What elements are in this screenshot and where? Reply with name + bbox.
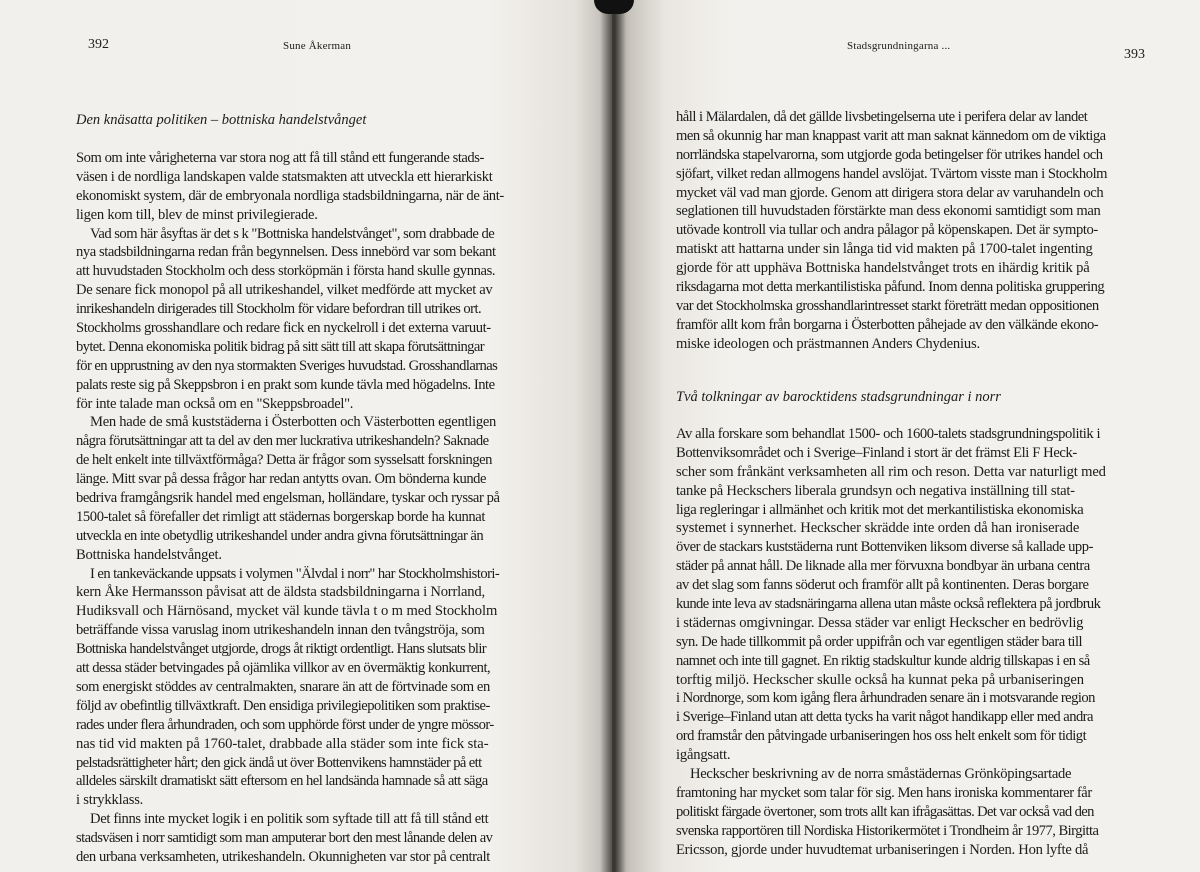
text-line: bedriva framgångsrik handel med engelsman, holländare, tyskar och ryssar på [76, 490, 500, 507]
text-line: pelstadsrättigheter hårt; den gick ändå ut över Bottenvikens hamnstäder på ett [76, 754, 482, 771]
text-line: att dessa städer betvingades på ojämlika villkor av en övermäktig konkurrent, [76, 660, 491, 677]
text-line: utveckla en inte obetydlig utrikeshandel under andra givna förutsättningar än [76, 527, 484, 544]
text-line: några förutsättningar att ta del av den mer luckrativa utrikeshandeln? Saknade [76, 433, 489, 450]
text-line: igångsatt. [676, 747, 731, 764]
text-line: stadsväsen i norr samtidigt som man amputerar bort den mest lånande delen av [76, 830, 493, 847]
text-line: utövade kontroll via tullar och andra pålagor på köpenskapen. Det är sympto- [676, 222, 1098, 239]
text-line: framtoning har mycket som talar för sig. Men hans ironiska kommentarer får [676, 784, 1092, 801]
text-line: systemet i synnerhet. Heckscher skrädde inte orden då han ironiserade [676, 520, 1080, 537]
text-line: att huvudstaden Stockholm och dess storköpmän i första hand skulle gynnas. [76, 263, 496, 280]
text-line: för en upprustning av den nya stormakten Sveriges huvudstad. Grosshandlarnas [76, 357, 498, 374]
text-line: som energiskt stöddes av centralmakten, snarare än att de förtvinade som en [76, 678, 490, 695]
text-line: Stockholms grosshandlare och redare fick en nyckelroll i det externa varuut- [76, 320, 491, 337]
right-page [612, 0, 1200, 872]
text-line: beträffande vissa varuslag inom utrikeshandeln innan den tvångströja, som [76, 622, 485, 639]
text-line: scher som frånkänt verksamheten all rim och reson. Detta var naturligt med [676, 463, 1106, 480]
text-line: Det finns inte mycket logik i en politik som syftade till att få till stånd ett [90, 811, 489, 828]
page-number: 392 [88, 37, 109, 52]
text-line: nya stadsbildningarna redan från begynnelsen. Dess innebörd var som bekant [76, 244, 496, 261]
text-line: Som om inte vårigheterna var stora nog att få till stånd ett fungerande stads- [76, 150, 484, 166]
text-line: väsen i de nordliga landskapen valde statsmakten att utveckla ett hierarkiskt [76, 168, 493, 185]
text-line: kern Åke Hermansson påvisat att de äldsta stadsbildningarna i Norrland, [76, 584, 485, 601]
text-line: torftig miljö. Heckscher skulle också ha kunnat peka på urbaniseringen [676, 671, 1084, 688]
text-line: städer på annat håll. De liknade alla mer förvuxna bondbyar än urbana centra [676, 558, 1090, 575]
text-line: seglationen till huvudstaden förstärkte man dess ekonomi samtidigt som man [676, 203, 1101, 220]
text-line: Heckscher beskrivning av de norra småstädernas Grönköpingsartade [690, 766, 1072, 783]
running-head: Sune Åkerman [283, 40, 352, 52]
text-line: var det Stockholmska grosshandlarintresset starkt företrätt medan oppositionen [676, 297, 1099, 314]
text-line: Ericsson, gjorde under huvudtemat urbaniseringen i Norden. Hon lyfte då [676, 841, 1089, 858]
body-text [76, 149, 542, 867]
text-line: gjorde för att upphäva Bottniska handelstvånget trots en ihärdig kritik på [676, 260, 1090, 277]
text-line: i Nordnorge, som kom igång flera århundraden senare än i motsvarande region [676, 690, 1095, 707]
text-line: rades under flera århundraden, och som upphörde först under de yngre mössor- [76, 716, 494, 733]
section-title: Den knäsatta politiken – bottniska handelstvånget [76, 112, 367, 128]
text-line: den urbana verksamheten, utrikeshandeln. Okunnigheten var stor på centralt [76, 848, 490, 865]
text-line: över de stackars kuststäderna runt Bottenviken liksom diverse så kallade upp- [676, 539, 1093, 556]
section-title: Två tolkningar av barocktidens stadsgrundningar i norr [676, 389, 1001, 405]
text-line: Bottniska handelstvånget. [76, 546, 222, 563]
text-line: svenska rapportören till Nordiska Historikermötet i Trondheim år 1977, Birgitta [676, 822, 1099, 839]
text-line: ord framstår den påtvingade urbaniseringen hos oss helt enkelt som för tidigt [676, 728, 1087, 745]
text-line: Bottniska handelstvånget utgjorde, drogs åt riktigt ordentligt. Hans slutsats blir [76, 641, 487, 658]
text-line: för inte talade man också om en "Skeppsbroadel". [76, 395, 354, 412]
text-line: men så okunnig har man knappast varit att man saknat kännedom om de viktiga [676, 127, 1106, 144]
text-line: ekonomiskt system, där de embryonala nordliga stadsbildningarna, när de änt- [76, 187, 504, 204]
text-line: kunde inte leva av stadsnäringarna allena utan måste också reflektera på jordbruk [676, 596, 1101, 613]
text-line: matiskt att hattarna under sin långa tid vid makten på 1700-talet ingenting [676, 241, 1093, 258]
text-line: de helt enkelt inte tillväxtförmåga? Detta är frågor som sysselsatt forskningen [76, 452, 492, 469]
text-line: länge. Mitt svar på dessa frågor har redan antytts ovan. Om bönderna kunde [76, 471, 487, 488]
text-line: liga regleringar i allmänhet och kritik mot det merkantilistiska ekonomiska [676, 501, 1084, 518]
text-line: tanke på Heckschers liberala grundsyn och negativa inställning till stat- [676, 482, 1075, 499]
text-line: Men hade de små kuststäderna i Österbotten och Västerbotten egentligen [90, 414, 497, 431]
text-line: De senare fick monopol på all utrikeshandel, vilket medförde att mycket av [76, 282, 493, 299]
text-line: nas tid vid makten på 1760-talet, drabbade alla städer som inte fick sta- [76, 735, 489, 752]
text-line: miske ideologen och prästmannen Anders Chydenius. [676, 335, 980, 352]
text-line: mycket väl vad man gjorde. Genom att dirigera stora delar av varuhandeln och [676, 184, 1104, 201]
text-line: inrikeshandeln dirigerades till Stockholm för vidare befordran till utrikes ort. [76, 301, 482, 318]
text-line: syn. De hade tillkommit på order uppifrån och var egentligen städer bara till [676, 633, 1083, 650]
text-line: Vad som här åsyftas är det s k "Bottniska handelstvånget", som drabbade de [90, 225, 495, 242]
text-line: i städernas omgivningar. Dessa städer var enligt Heckscher en bedrövlig [676, 614, 1084, 631]
text-line: I en tankeväckande uppsats i volymen "Älvdal i norr" har Stockholmshistori- [90, 565, 500, 582]
text-line: sjöfart, vilket redan allmogens handel avslöjat. Tvärtom visste man i Stockholm [676, 165, 1108, 182]
text-line: framför allt kom från borgarna i Österbotten påhejade av den välkände ekono- [676, 316, 1099, 333]
text-line: norrländska stapelvarorna, som utgjorde goda betingelser för utrikes handel och [676, 146, 1103, 163]
page-number: 393 [1124, 47, 1145, 62]
text-line: riksdagarna mot detta merkantilistiska påfund. Inom denna politiska gruppering [676, 279, 1105, 296]
text-line: i strykklass. [76, 792, 144, 809]
text-line: följd av obefintlig tillväxtkraft. Den ensidiga privilegiepolitiken som praktise- [76, 697, 490, 714]
text-line: alldeles särskilt dramatiskt sätt eftersom en hel landsända hamnade så att säga [76, 773, 488, 790]
text-line: palats reste sig på Skeppsbron i en prakt som kunde tävla med högadelns. Inte [76, 376, 495, 393]
text-line: politiskt färgade övertoner, som trots allt kan ifrågasättas. Det var också vad den [676, 803, 1094, 820]
text-line: håll i Mälardalen, då det gällde livsbetingelserna ute i perifera delar av landet [676, 109, 1088, 125]
text-line: Av alla forskare som behandlat 1500- och 1600-talets stadsgrundningspolitik i [676, 426, 1101, 442]
text-line: 1500-talet så förefaller det rimligt att städernas borgerskap borde ha kunnat [76, 508, 486, 525]
text-line: Hudiksvall och Härnösand, mycket väl kunde tävla t o m med Stockholm [76, 603, 498, 620]
text-line: namnet och inte till gagnet. En riktig stadskultur kunde aldrig tillskapas i en så [676, 652, 1090, 669]
body-text [676, 108, 1154, 354]
running-head: Stadsgrundningarna ... [847, 40, 951, 52]
body-text [676, 425, 1154, 859]
text-line: ligen kom till, blev de minst privilegierade. [76, 206, 318, 223]
text-line: av det slag som fanns söderut och framför allt på kontinenten. Deras borgare [676, 577, 1089, 594]
text-line: Bottenviksområdet och i Sverige–Finland i stort är det främst Eli F Heck- [676, 444, 1077, 461]
text-line: i Sverige–Finland utan att detta tycks ha varit något handikapp eller med andra [676, 709, 1093, 726]
text-line: bytet. Denna ekonomiska politik bidrag på sitt sätt till att skapa förutsättningar [76, 338, 484, 355]
